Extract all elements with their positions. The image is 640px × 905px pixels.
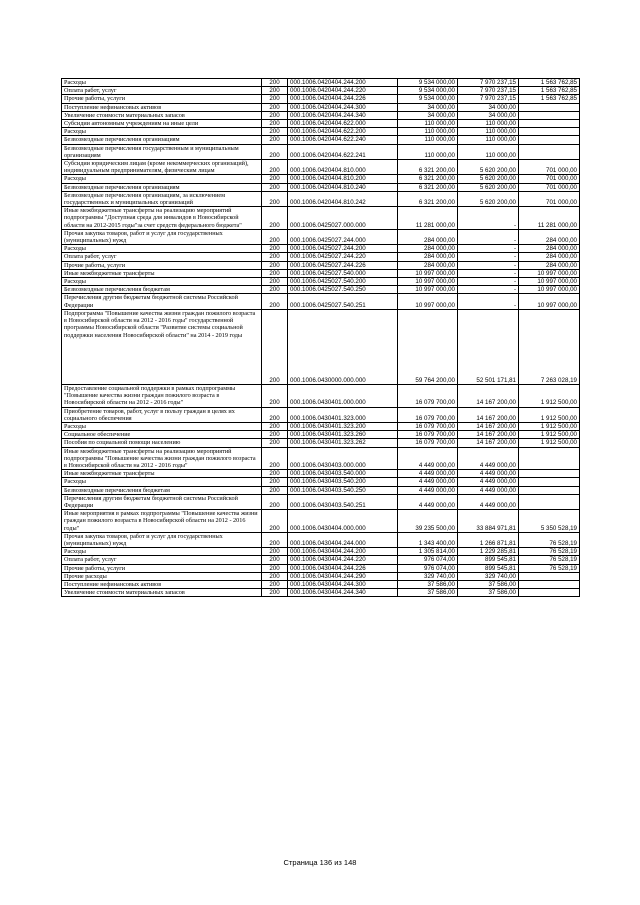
table-row: [62, 95, 580, 103]
row-unexecuted-cell: 284 000,00: [519, 253, 580, 261]
row-approved-cell: 1 343 400,00: [398, 532, 458, 547]
row-approved-cell: 10 997 000,00: [398, 269, 458, 277]
row-unexecuted-cell: 1 912 500,00: [519, 422, 580, 430]
row-executed-cell: 110 000,00: [458, 144, 519, 159]
table-row: [62, 144, 580, 159]
row-admin-code-cell: 200: [262, 245, 288, 253]
row-executed-cell: 4 449 000,00: [458, 470, 519, 478]
row-unexecuted-cell: [519, 589, 580, 597]
row-unexecuted-cell: [519, 494, 580, 509]
row-admin-code-cell: 200: [262, 407, 288, 422]
table-row: [62, 470, 580, 478]
row-unexecuted-cell: 10 997 000,00: [519, 269, 580, 277]
row-budget-code-cell: 000.1006.0425027.244.000: [288, 229, 398, 244]
row-admin-code-cell: 200: [262, 278, 288, 286]
row-admin-code-cell: 200: [262, 191, 288, 206]
row-approved-cell: 34 000,00: [398, 103, 458, 111]
row-budget-code-cell: 000.1006.0430401.323.262: [288, 439, 398, 447]
row-admin-code-cell: 200: [262, 183, 288, 191]
row-unexecuted-cell: 76 528,19: [519, 564, 580, 572]
row-name-cell: Социальное обеспечение: [62, 431, 262, 439]
row-admin-code-cell: 200: [262, 103, 288, 111]
table-row: [62, 136, 580, 144]
row-approved-cell: 39 235 500,00: [398, 510, 458, 533]
table-row: [62, 229, 580, 244]
row-approved-cell: 110 000,00: [398, 128, 458, 136]
row-budget-code-cell: 000.1006.0430403.000.000: [288, 447, 398, 470]
table-row: [62, 510, 580, 533]
row-approved-cell: 9 534 000,00: [398, 87, 458, 95]
budget-table-sheet: [61, 78, 579, 597]
table-row: [62, 478, 580, 486]
row-budget-code-cell: 000.1006.0420404.622.240: [288, 136, 398, 144]
row-name-cell: Расходы: [62, 548, 262, 556]
row-name-cell: Субсидии юридическим лицам (кроме некоммерческих организаций), индивидуальным предпринимателям, физическим лицам: [62, 160, 262, 175]
row-approved-cell: 976 074,00: [398, 556, 458, 564]
row-name-cell: Подпрограмма "Повышение качества жизни граждан пожилого возраста в Новосибирской области на 2012 - 2016 годы" государственной программы Новосибирской области "Развитие системы социальной поддержки населения Новосибирской области" на 2014 - 2019 годы: [62, 309, 262, 384]
row-budget-code-cell: 000.1006.0430404.000.000: [288, 510, 398, 533]
row-budget-code-cell: 000.1006.0430404.244.340: [288, 589, 398, 597]
row-admin-code-cell: 200: [262, 494, 288, 509]
row-name-cell: Перечисления другим бюджетам бюджетной системы Российской Федерации: [62, 494, 262, 509]
table-row: [62, 447, 580, 470]
row-budget-code-cell: 000.1006.0430403.540.251: [288, 494, 398, 509]
row-admin-code-cell: 200: [262, 589, 288, 597]
row-name-cell: Предоставление социальной поддержки в рамках подпрограммы "Повышение качества жизни граждан пожилого возраста в Новосибирской области на 2012 - 2016 годы": [62, 384, 262, 407]
row-approved-cell: 4 449 000,00: [398, 470, 458, 478]
row-admin-code-cell: 200: [262, 470, 288, 478]
row-approved-cell: 16 079 700,00: [398, 384, 458, 407]
table-row: [62, 548, 580, 556]
row-budget-code-cell: 000.1006.0430403.540.200: [288, 478, 398, 486]
table-row: [62, 191, 580, 206]
row-executed-cell: 37 586,00: [458, 580, 519, 588]
row-executed-cell: 14 167 200,00: [458, 439, 519, 447]
row-budget-code-cell: 000.1006.0420404.810.242: [288, 191, 398, 206]
row-executed-cell: 34 000,00: [458, 111, 519, 119]
row-admin-code-cell: 200: [262, 207, 288, 230]
row-executed-cell: 7 970 237,15: [458, 87, 519, 95]
row-admin-code-cell: 200: [262, 309, 288, 384]
row-admin-code-cell: 200: [262, 431, 288, 439]
row-budget-code-cell: 000.1006.0430000.000.000: [288, 309, 398, 384]
table-row: [62, 79, 580, 87]
row-approved-cell: 4 449 000,00: [398, 494, 458, 509]
row-approved-cell: 6 321 200,00: [398, 183, 458, 191]
row-unexecuted-cell: 701 000,00: [519, 175, 580, 183]
row-approved-cell: 10 997 000,00: [398, 294, 458, 309]
row-admin-code-cell: 200: [262, 486, 288, 494]
row-budget-code-cell: 000.1006.0430401.323.000: [288, 407, 398, 422]
row-name-cell: Иные межбюджетные трансферты на реализацию мероприятий подпрограммы "Доступная среда для инвалидов в Новосибирской области на 2012-2015 годы"за счет средств федерального бюджета": [62, 207, 262, 230]
row-approved-cell: 329 740,00: [398, 572, 458, 580]
row-budget-code-cell: 000.1006.0430404.244.226: [288, 564, 398, 572]
row-name-cell: Безвозмездные перечисления государственным и муниципальным организациям: [62, 144, 262, 159]
row-budget-code-cell: 000.1006.0425027.000.000: [288, 207, 398, 230]
row-admin-code-cell: 200: [262, 556, 288, 564]
row-name-cell: Перечисления другим бюджетам бюджетной системы Российской Федерации: [62, 294, 262, 309]
table-row: [62, 589, 580, 597]
row-budget-code-cell: 000.1006.0420404.244.300: [288, 103, 398, 111]
budget-table-body: [62, 79, 580, 597]
row-budget-code-cell: 000.1006.0430403.540.000: [288, 470, 398, 478]
row-name-cell: Расходы: [62, 79, 262, 87]
row-approved-cell: 284 000,00: [398, 245, 458, 253]
row-unexecuted-cell: [519, 120, 580, 128]
row-executed-cell: 5 620 200,00: [458, 175, 519, 183]
row-name-cell: Поступление нефинансовых активов: [62, 103, 262, 111]
row-budget-code-cell: 000.1006.0420404.244.220: [288, 87, 398, 95]
row-unexecuted-cell: [519, 470, 580, 478]
row-unexecuted-cell: [519, 572, 580, 580]
table-row: [62, 294, 580, 309]
row-name-cell: Расходы: [62, 245, 262, 253]
budget-table: [61, 78, 580, 597]
table-row: [62, 384, 580, 407]
row-unexecuted-cell: 1 912 500,00: [519, 384, 580, 407]
row-executed-cell: 5 620 200,00: [458, 183, 519, 191]
row-unexecuted-cell: 76 528,19: [519, 556, 580, 564]
row-unexecuted-cell: [519, 486, 580, 494]
row-unexecuted-cell: 5 350 528,19: [519, 510, 580, 533]
row-admin-code-cell: 200: [262, 79, 288, 87]
row-approved-cell: 4 449 000,00: [398, 447, 458, 470]
row-name-cell: Расходы: [62, 128, 262, 136]
table-row: [62, 532, 580, 547]
row-name-cell: Увеличение стоимости материальных запасов: [62, 589, 262, 597]
table-row: [62, 494, 580, 509]
row-name-cell: Субсидии автономным учреждениям на иные цели: [62, 120, 262, 128]
row-executed-cell: 329 740,00: [458, 572, 519, 580]
row-name-cell: Расходы: [62, 422, 262, 430]
row-name-cell: Поступление нефинансовых активов: [62, 580, 262, 588]
row-unexecuted-cell: [519, 111, 580, 119]
row-approved-cell: 9 534 000,00: [398, 79, 458, 87]
row-admin-code-cell: 200: [262, 564, 288, 572]
table-row: [62, 245, 580, 253]
table-row: [62, 175, 580, 183]
row-budget-code-cell: 000.1006.0420404.622.241: [288, 144, 398, 159]
row-admin-code-cell: 200: [262, 253, 288, 261]
row-name-cell: Иные межбюджетные трансферты: [62, 269, 262, 277]
row-unexecuted-cell: 1 563 762,85: [519, 95, 580, 103]
row-admin-code-cell: 200: [262, 144, 288, 159]
row-admin-code-cell: 200: [262, 261, 288, 269]
row-executed-cell: 7 970 237,15: [458, 95, 519, 103]
row-name-cell: Оплата работ, услуг: [62, 253, 262, 261]
table-row: [62, 120, 580, 128]
row-executed-cell: 110 000,00: [458, 120, 519, 128]
row-approved-cell: 10 997 000,00: [398, 278, 458, 286]
row-name-cell: Расходы: [62, 278, 262, 286]
table-row: [62, 87, 580, 95]
row-executed-cell: -: [458, 278, 519, 286]
row-approved-cell: 110 000,00: [398, 120, 458, 128]
row-unexecuted-cell: 76 528,19: [519, 548, 580, 556]
row-budget-code-cell: 000.1006.0425027.540.200: [288, 278, 398, 286]
row-admin-code-cell: 200: [262, 384, 288, 407]
row-approved-cell: 16 079 700,00: [398, 439, 458, 447]
row-name-cell: Прочая закупка товаров, работ и услуг для государственных (муниципальных) нужд: [62, 229, 262, 244]
table-row: [62, 261, 580, 269]
row-budget-code-cell: 000.1006.0425027.540.251: [288, 294, 398, 309]
row-admin-code-cell: 200: [262, 286, 288, 294]
row-executed-cell: 34 000,00: [458, 103, 519, 111]
row-unexecuted-cell: [519, 478, 580, 486]
row-executed-cell: 4 449 000,00: [458, 478, 519, 486]
row-name-cell: Безвозмездные перечисления организациям, за исключением государственных и муниципальных организаций: [62, 191, 262, 206]
row-admin-code-cell: 200: [262, 548, 288, 556]
row-budget-code-cell: 000.1006.0420404.810.000: [288, 160, 398, 175]
table-row: [62, 564, 580, 572]
row-name-cell: Иные межбюджетные трансферты: [62, 470, 262, 478]
row-admin-code-cell: 200: [262, 128, 288, 136]
table-row: [62, 486, 580, 494]
row-executed-cell: -: [458, 286, 519, 294]
table-row: [62, 128, 580, 136]
row-name-cell: Безвозмездные перечисления бюджетам: [62, 486, 262, 494]
row-unexecuted-cell: [519, 144, 580, 159]
row-executed-cell: -: [458, 269, 519, 277]
row-approved-cell: 37 586,00: [398, 589, 458, 597]
row-executed-cell: 33 884 971,81: [458, 510, 519, 533]
row-executed-cell: 5 620 200,00: [458, 160, 519, 175]
row-budget-code-cell: 000.1006.0420404.622.000: [288, 120, 398, 128]
row-admin-code-cell: 200: [262, 447, 288, 470]
row-admin-code-cell: 200: [262, 175, 288, 183]
row-approved-cell: 59 764 200,00: [398, 309, 458, 384]
table-row: [62, 103, 580, 111]
row-executed-cell: 14 167 200,00: [458, 407, 519, 422]
row-unexecuted-cell: 1 563 762,85: [519, 87, 580, 95]
table-row: [62, 278, 580, 286]
row-budget-code-cell: 000.1006.0430401.323.260: [288, 431, 398, 439]
row-executed-cell: -: [458, 207, 519, 230]
row-executed-cell: 4 449 000,00: [458, 447, 519, 470]
row-executed-cell: 4 449 000,00: [458, 494, 519, 509]
row-executed-cell: 14 167 200,00: [458, 422, 519, 430]
row-budget-code-cell: 000.1006.0420404.244.200: [288, 79, 398, 87]
row-name-cell: Приобретение товаров, работ, услуг в пользу граждан в целях их социального обеспечения: [62, 407, 262, 422]
row-name-cell: Пособия по социальной помощи населению: [62, 439, 262, 447]
row-name-cell: Оплата работ, услуг: [62, 556, 262, 564]
row-executed-cell: 4 449 000,00: [458, 486, 519, 494]
row-approved-cell: 16 079 700,00: [398, 422, 458, 430]
row-approved-cell: 16 079 700,00: [398, 407, 458, 422]
row-executed-cell: -: [458, 294, 519, 309]
row-budget-code-cell: 000.1006.0425027.244.220: [288, 253, 398, 261]
row-approved-cell: 976 074,00: [398, 564, 458, 572]
row-budget-code-cell: 000.1006.0430404.244.220: [288, 556, 398, 564]
row-budget-code-cell: 000.1006.0425027.244.200: [288, 245, 398, 253]
row-executed-cell: 1 266 871,81: [458, 532, 519, 547]
row-name-cell: Иные межбюджетные трансферты на реализацию мероприятий подпрограммы "Повышение качества жизни граждан пожилого возраста в Новосибирской области на 2012 - 2016 годы": [62, 447, 262, 470]
row-executed-cell: -: [458, 253, 519, 261]
row-budget-code-cell: 000.1006.0430401.000.000: [288, 384, 398, 407]
table-row: [62, 160, 580, 175]
row-unexecuted-cell: 10 997 000,00: [519, 278, 580, 286]
row-approved-cell: 284 000,00: [398, 253, 458, 261]
row-unexecuted-cell: [519, 447, 580, 470]
row-admin-code-cell: 200: [262, 532, 288, 547]
page-footer: Страница 136 из 148: [283, 858, 357, 867]
row-name-cell: Прочие расходы: [62, 572, 262, 580]
table-row: [62, 207, 580, 230]
row-executed-cell: -: [458, 229, 519, 244]
row-budget-code-cell: 000.1006.0425027.244.226: [288, 261, 398, 269]
row-unexecuted-cell: 1 912 500,00: [519, 407, 580, 422]
row-approved-cell: 110 000,00: [398, 144, 458, 159]
row-approved-cell: 110 000,00: [398, 136, 458, 144]
table-row: [62, 431, 580, 439]
row-admin-code-cell: 200: [262, 87, 288, 95]
row-unexecuted-cell: 7 263 028,19: [519, 309, 580, 384]
table-row: [62, 309, 580, 384]
row-admin-code-cell: 200: [262, 120, 288, 128]
row-executed-cell: -: [458, 245, 519, 253]
row-approved-cell: 10 997 000,00: [398, 286, 458, 294]
row-budget-code-cell: 000.1006.0420404.244.226: [288, 95, 398, 103]
row-executed-cell: 110 000,00: [458, 128, 519, 136]
row-executed-cell: 1 229 285,81: [458, 548, 519, 556]
row-admin-code-cell: 200: [262, 136, 288, 144]
row-admin-code-cell: 200: [262, 294, 288, 309]
row-unexecuted-cell: 701 000,00: [519, 183, 580, 191]
row-approved-cell: 284 000,00: [398, 229, 458, 244]
row-unexecuted-cell: 10 997 000,00: [519, 294, 580, 309]
row-executed-cell: 110 000,00: [458, 136, 519, 144]
row-name-cell: Прочая закупка товаров, работ и услуг для государственных (муниципальных) нужд: [62, 532, 262, 547]
row-budget-code-cell: 000.1006.0425027.540.250: [288, 286, 398, 294]
table-row: [62, 269, 580, 277]
row-budget-code-cell: 000.1006.0420404.810.240: [288, 183, 398, 191]
table-row: [62, 556, 580, 564]
row-unexecuted-cell: [519, 103, 580, 111]
row-admin-code-cell: 200: [262, 439, 288, 447]
row-name-cell: Оплата работ, услуг: [62, 87, 262, 95]
row-admin-code-cell: 200: [262, 111, 288, 119]
row-unexecuted-cell: 701 000,00: [519, 191, 580, 206]
row-approved-cell: 37 586,00: [398, 580, 458, 588]
row-name-cell: Прочие работы, услуги: [62, 95, 262, 103]
table-row: [62, 183, 580, 191]
row-admin-code-cell: 200: [262, 229, 288, 244]
row-unexecuted-cell: 1 563 762,85: [519, 79, 580, 87]
row-executed-cell: 7 970 237,15: [458, 79, 519, 87]
row-budget-code-cell: 000.1006.0430404.244.290: [288, 572, 398, 580]
row-unexecuted-cell: 701 000,00: [519, 160, 580, 175]
row-admin-code-cell: 200: [262, 95, 288, 103]
table-row: [62, 439, 580, 447]
row-approved-cell: 9 534 000,00: [398, 95, 458, 103]
row-approved-cell: 6 321 200,00: [398, 175, 458, 183]
row-unexecuted-cell: 11 281 000,00: [519, 207, 580, 230]
row-executed-cell: 899 545,81: [458, 556, 519, 564]
row-budget-code-cell: 000.1006.0430404.244.300: [288, 580, 398, 588]
row-unexecuted-cell: 10 997 000,00: [519, 286, 580, 294]
row-approved-cell: 16 079 700,00: [398, 431, 458, 439]
table-row: [62, 407, 580, 422]
row-admin-code-cell: 200: [262, 580, 288, 588]
row-admin-code-cell: 200: [262, 160, 288, 175]
row-budget-code-cell: 000.1006.0430403.540.250: [288, 486, 398, 494]
row-name-cell: Безвозмездные перечисления бюджетам: [62, 286, 262, 294]
row-unexecuted-cell: [519, 580, 580, 588]
row-unexecuted-cell: [519, 128, 580, 136]
row-budget-code-cell: 000.1006.0425027.540.000: [288, 269, 398, 277]
row-unexecuted-cell: 284 000,00: [519, 245, 580, 253]
row-unexecuted-cell: 284 000,00: [519, 261, 580, 269]
row-unexecuted-cell: [519, 136, 580, 144]
row-name-cell: Увеличение стоимости материальных запасов: [62, 111, 262, 119]
table-row: [62, 580, 580, 588]
row-admin-code-cell: 200: [262, 422, 288, 430]
row-unexecuted-cell: 76 528,19: [519, 532, 580, 547]
row-executed-cell: 899 545,81: [458, 564, 519, 572]
row-admin-code-cell: 200: [262, 269, 288, 277]
row-unexecuted-cell: 1 912 500,00: [519, 439, 580, 447]
row-approved-cell: 11 281 000,00: [398, 207, 458, 230]
row-budget-code-cell: 000.1006.0430401.323.200: [288, 422, 398, 430]
row-executed-cell: -: [458, 261, 519, 269]
row-admin-code-cell: 200: [262, 478, 288, 486]
row-approved-cell: 6 321 200,00: [398, 160, 458, 175]
row-approved-cell: 4 449 000,00: [398, 478, 458, 486]
row-name-cell: Иные мероприятия в рамках подпрограммы "Повышение качества жизни граждан пожилого возраста в Новосибирской области на 2012 - 2016 годы": [62, 510, 262, 533]
row-admin-code-cell: 200: [262, 572, 288, 580]
row-name-cell: Расходы: [62, 175, 262, 183]
row-approved-cell: 6 321 200,00: [398, 191, 458, 206]
row-budget-code-cell: 000.1006.0430404.244.200: [288, 548, 398, 556]
row-name-cell: Безвозмездные перечисления организациям: [62, 183, 262, 191]
row-executed-cell: 37 586,00: [458, 589, 519, 597]
row-name-cell: Безвозмездные перечисления организациям: [62, 136, 262, 144]
row-budget-code-cell: 000.1006.0420404.622.200: [288, 128, 398, 136]
table-row: [62, 253, 580, 261]
row-name-cell: Прочие работы, услуги: [62, 564, 262, 572]
row-executed-cell: 14 167 200,00: [458, 384, 519, 407]
row-executed-cell: 5 620 200,00: [458, 191, 519, 206]
row-executed-cell: 14 167 200,00: [458, 431, 519, 439]
row-approved-cell: 4 449 000,00: [398, 486, 458, 494]
row-name-cell: Прочие работы, услуги: [62, 261, 262, 269]
table-row: [62, 111, 580, 119]
row-name-cell: Расходы: [62, 478, 262, 486]
row-admin-code-cell: 200: [262, 510, 288, 533]
row-approved-cell: 1 305 814,00: [398, 548, 458, 556]
table-row: [62, 422, 580, 430]
row-budget-code-cell: 000.1006.0430404.244.000: [288, 532, 398, 547]
table-row: [62, 286, 580, 294]
row-approved-cell: 34 000,00: [398, 111, 458, 119]
row-executed-cell: 52 501 171,81: [458, 309, 519, 384]
row-unexecuted-cell: 1 912 500,00: [519, 431, 580, 439]
row-unexecuted-cell: 284 000,00: [519, 229, 580, 244]
row-approved-cell: 284 000,00: [398, 261, 458, 269]
row-budget-code-cell: 000.1006.0420404.244.340: [288, 111, 398, 119]
table-row: [62, 572, 580, 580]
row-budget-code-cell: 000.1006.0420404.810.200: [288, 175, 398, 183]
